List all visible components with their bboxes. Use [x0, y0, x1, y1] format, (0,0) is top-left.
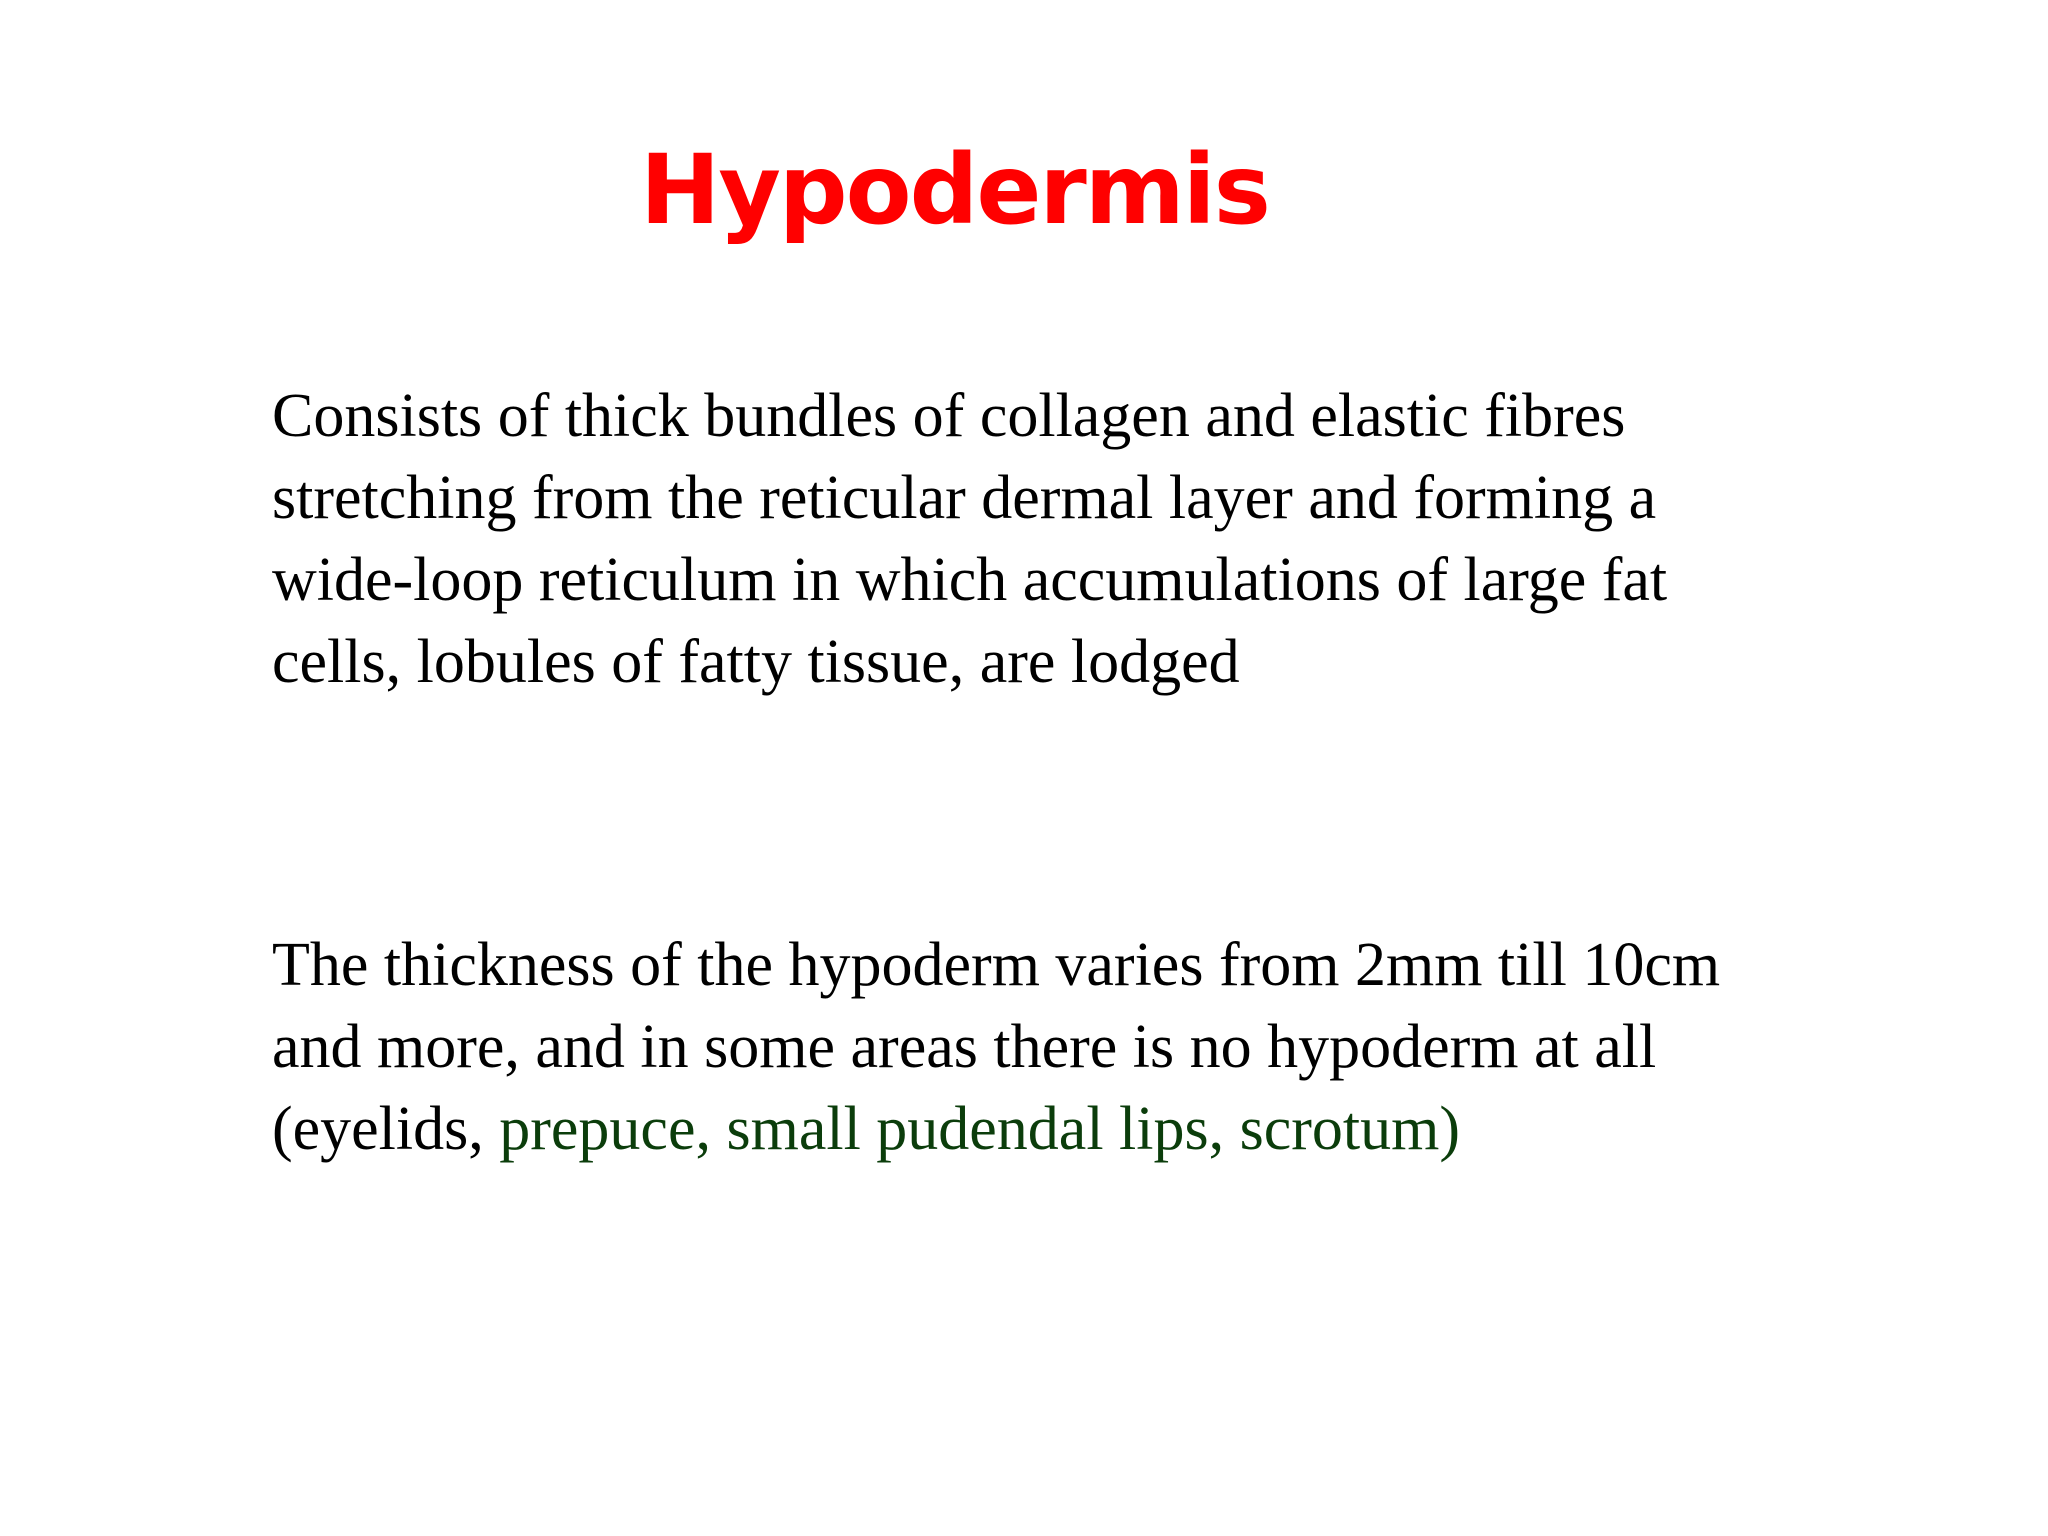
- paragraph-hypodermis-thickness: [272, 924, 1720, 1170]
- paragraph-hypodermis-structure: [272, 375, 1667, 703]
- examples-highlighted: prepuce, small pudendal lips, scrotum): [499, 1095, 1461, 1163]
- paragraph-line: cells, lobules of fatty tissue, are lodged: [272, 628, 1240, 696]
- examples-prefix: (eyelids,: [272, 1095, 500, 1163]
- slide-title: Hypodermis: [640, 134, 1269, 246]
- paragraph-line: Consists of thick bundles of collagen and elastic fibres: [272, 382, 1626, 450]
- paragraph-line: and more, and in some areas there is no hypoderm at all: [272, 1013, 1657, 1081]
- paragraph-line: wide-loop reticulum in which accumulations of large fat: [272, 546, 1668, 614]
- paragraph-line: The thickness of the hypoderm varies from 2mm till 10cm: [272, 931, 1721, 999]
- paragraph-line-examples: [272, 1088, 1720, 1170]
- paragraph-line: stretching from the reticular dermal layer and forming a: [272, 464, 1657, 532]
